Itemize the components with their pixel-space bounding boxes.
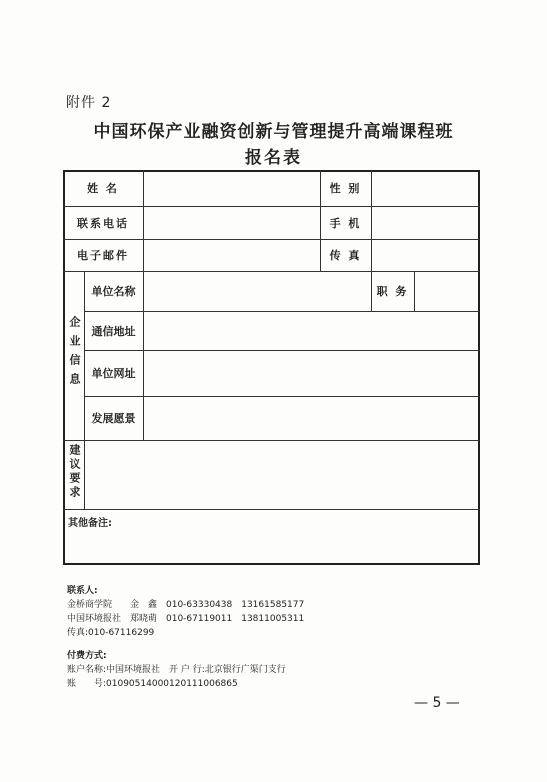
name-label: 姓 名 xyxy=(87,182,119,195)
position-label: 职 务 xyxy=(376,285,409,298)
contact-line: 中国环境报社 郑晓萌 010-67119011 13811005311 xyxy=(67,614,305,624)
company-name-label: 单位名称 xyxy=(91,285,136,298)
contact-line: 金桥商学院 金 鑫 010-63330438 13161585177 xyxy=(67,600,305,610)
form-title: 中国环保产业融资创新与管理提升高端课程班 xyxy=(93,122,454,142)
remarks-label: 其他备注: xyxy=(68,518,112,529)
company-info-label: 企业信息 xyxy=(68,316,81,392)
page-number: — 5 — xyxy=(414,695,460,711)
email-label: 电子邮件 xyxy=(77,249,129,262)
form-subtitle: 报名表 xyxy=(245,148,302,168)
fax-label: 传 真 xyxy=(329,249,362,262)
address-label: 通信地址 xyxy=(91,324,136,338)
vision-label: 发展愿景 xyxy=(91,412,136,425)
row-divider xyxy=(63,509,480,510)
row-divider xyxy=(63,440,480,441)
contact-fax: 传真:010-67116299 xyxy=(67,628,155,638)
col-divider xyxy=(143,271,144,440)
payment-heading: 付费方式: xyxy=(67,651,107,661)
website-label: 单位网址 xyxy=(91,367,136,380)
attachment-label: 附件 2 xyxy=(66,95,112,111)
mobile-label: 手 机 xyxy=(329,216,362,230)
gender-label: 性 别 xyxy=(329,182,362,195)
col-divider xyxy=(414,271,415,311)
col-divider xyxy=(143,170,144,271)
payment-number: 账 号:01090514000120111006865 xyxy=(67,679,238,689)
phone-label: 联系电话 xyxy=(77,216,129,230)
contacts-heading: 联系人: xyxy=(67,586,98,596)
payment-account: 账户名称:中国环境报社 开 户 行:北京银行广渠门支行 xyxy=(67,665,286,675)
suggestions-label: 建议要求 xyxy=(68,444,81,500)
